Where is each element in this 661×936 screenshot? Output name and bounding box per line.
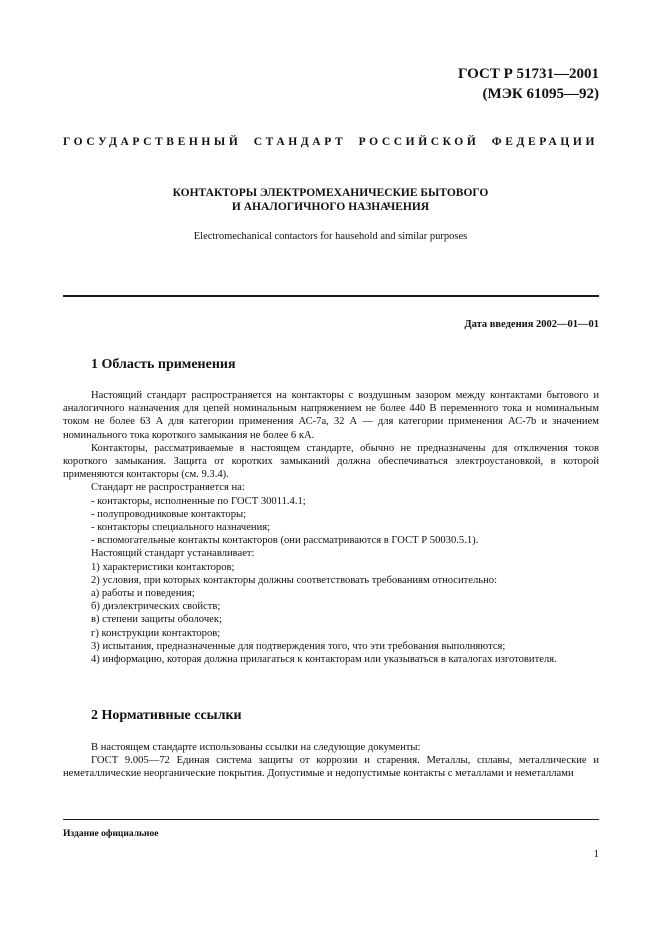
title-line: И АНАЛОГИЧНОГО НАЗНАЧЕНИЯ bbox=[231, 201, 430, 213]
paragraph: Контакторы, рассматриваемые в настоящем стандарте, обычно не предназначены для отключения токов короткого замыкания. Защита от коротких замыканий должна обеспечиваться электроустановкой, в которой применяются контакторы (см. 9.3.4). bbox=[63, 442, 599, 481]
page-number: 1 bbox=[593, 848, 599, 860]
paragraph: Настоящий стандарт устанавливает: bbox=[91, 548, 255, 560]
list-item: б) диэлектрических свойств; bbox=[91, 601, 221, 613]
list-item: г) конструкции контакторов; bbox=[91, 627, 221, 639]
state-word: РОССИЙСКОЙ bbox=[358, 136, 480, 148]
list-item: 2) условия, при которых контакторы должны соответствовать требованиям относительно: bbox=[91, 574, 498, 586]
section-body-scope bbox=[63, 389, 599, 666]
title-divider bbox=[63, 295, 599, 297]
paragraph: Стандарт не распространяется на: bbox=[91, 482, 245, 494]
paragraph: В настоящем стандарте использованы ссылки на следующие документы: bbox=[91, 742, 421, 753]
state-word: ФЕДЕРАЦИИ bbox=[491, 136, 598, 148]
iec-number: (МЭК 61095—92) bbox=[482, 86, 599, 102]
gost-number: ГОСТ Р 51731—2001 bbox=[457, 66, 599, 82]
section-heading-references: 2 Нормативные ссылки bbox=[91, 708, 242, 723]
footer-divider bbox=[63, 819, 599, 820]
paragraph: 3) испытания, предназначенные для подтверждения того, что эти требования выполняются; bbox=[91, 640, 506, 652]
state-word: СТАНДАРТ bbox=[253, 136, 347, 148]
introduction-date: Дата введения 2002—01—01 bbox=[464, 319, 599, 330]
state-word: ГОСУДАРСТВЕННЫЙ bbox=[63, 136, 242, 148]
list-item: - полупроводниковые контакторы; bbox=[91, 508, 247, 520]
official-edition-label: Издание официальное bbox=[63, 829, 159, 839]
paragraph: 4) информацию, которая должна прилагаться к контакторам или указываться в каталогах изготовителя. bbox=[91, 654, 557, 666]
standard-number-block bbox=[458, 64, 599, 104]
title-line: КОНТАКТОРЫ ЭЛЕКТРОМЕХАНИЧЕСКИЕ БЫТОВОГО bbox=[172, 187, 489, 199]
list-item: а) работы и поведения; bbox=[91, 588, 195, 600]
section-body-references bbox=[63, 741, 599, 781]
list-item: - контакторы специального назначения; bbox=[91, 522, 271, 534]
list-item: 1) характеристики контакторов; bbox=[91, 561, 235, 573]
list-item: - контакторы, исполненные по ГОСТ 30011.4.1; bbox=[91, 495, 306, 507]
list-item: - вспомогательные контакты контакторов (они рассматриваются в ГОСТ Р 50030.5.1). bbox=[91, 535, 479, 547]
state-standard-heading bbox=[63, 136, 598, 148]
section-heading-scope: 1 Область применения bbox=[91, 357, 236, 372]
paragraph: ГОСТ 9.005—72 Единая система защиты от коррозии и старения. Металлы, сплавы, металлические и неметаллические неорганические покрытия. Допустимые и недопустимые контакты с металлами и неметаллами bbox=[63, 755, 599, 780]
list-item: в) степени защиты оболочек; bbox=[91, 614, 222, 626]
english-title: Electromechanical contactors for hausehold and similar purposes bbox=[193, 231, 468, 242]
document-title bbox=[63, 186, 598, 214]
paragraph: Настоящий стандарт распространяется на контакторы с воздушным зазором между контактами бытового и аналогичного назначения для цепей номинальным напряжением не более 440 В переменного тока и номинальным током не более 63 А для категории применения АС-7а, 32 А — для категории применения АС-7b и значением номинального тока короткого замыкания не более 6 кА. bbox=[63, 390, 599, 441]
